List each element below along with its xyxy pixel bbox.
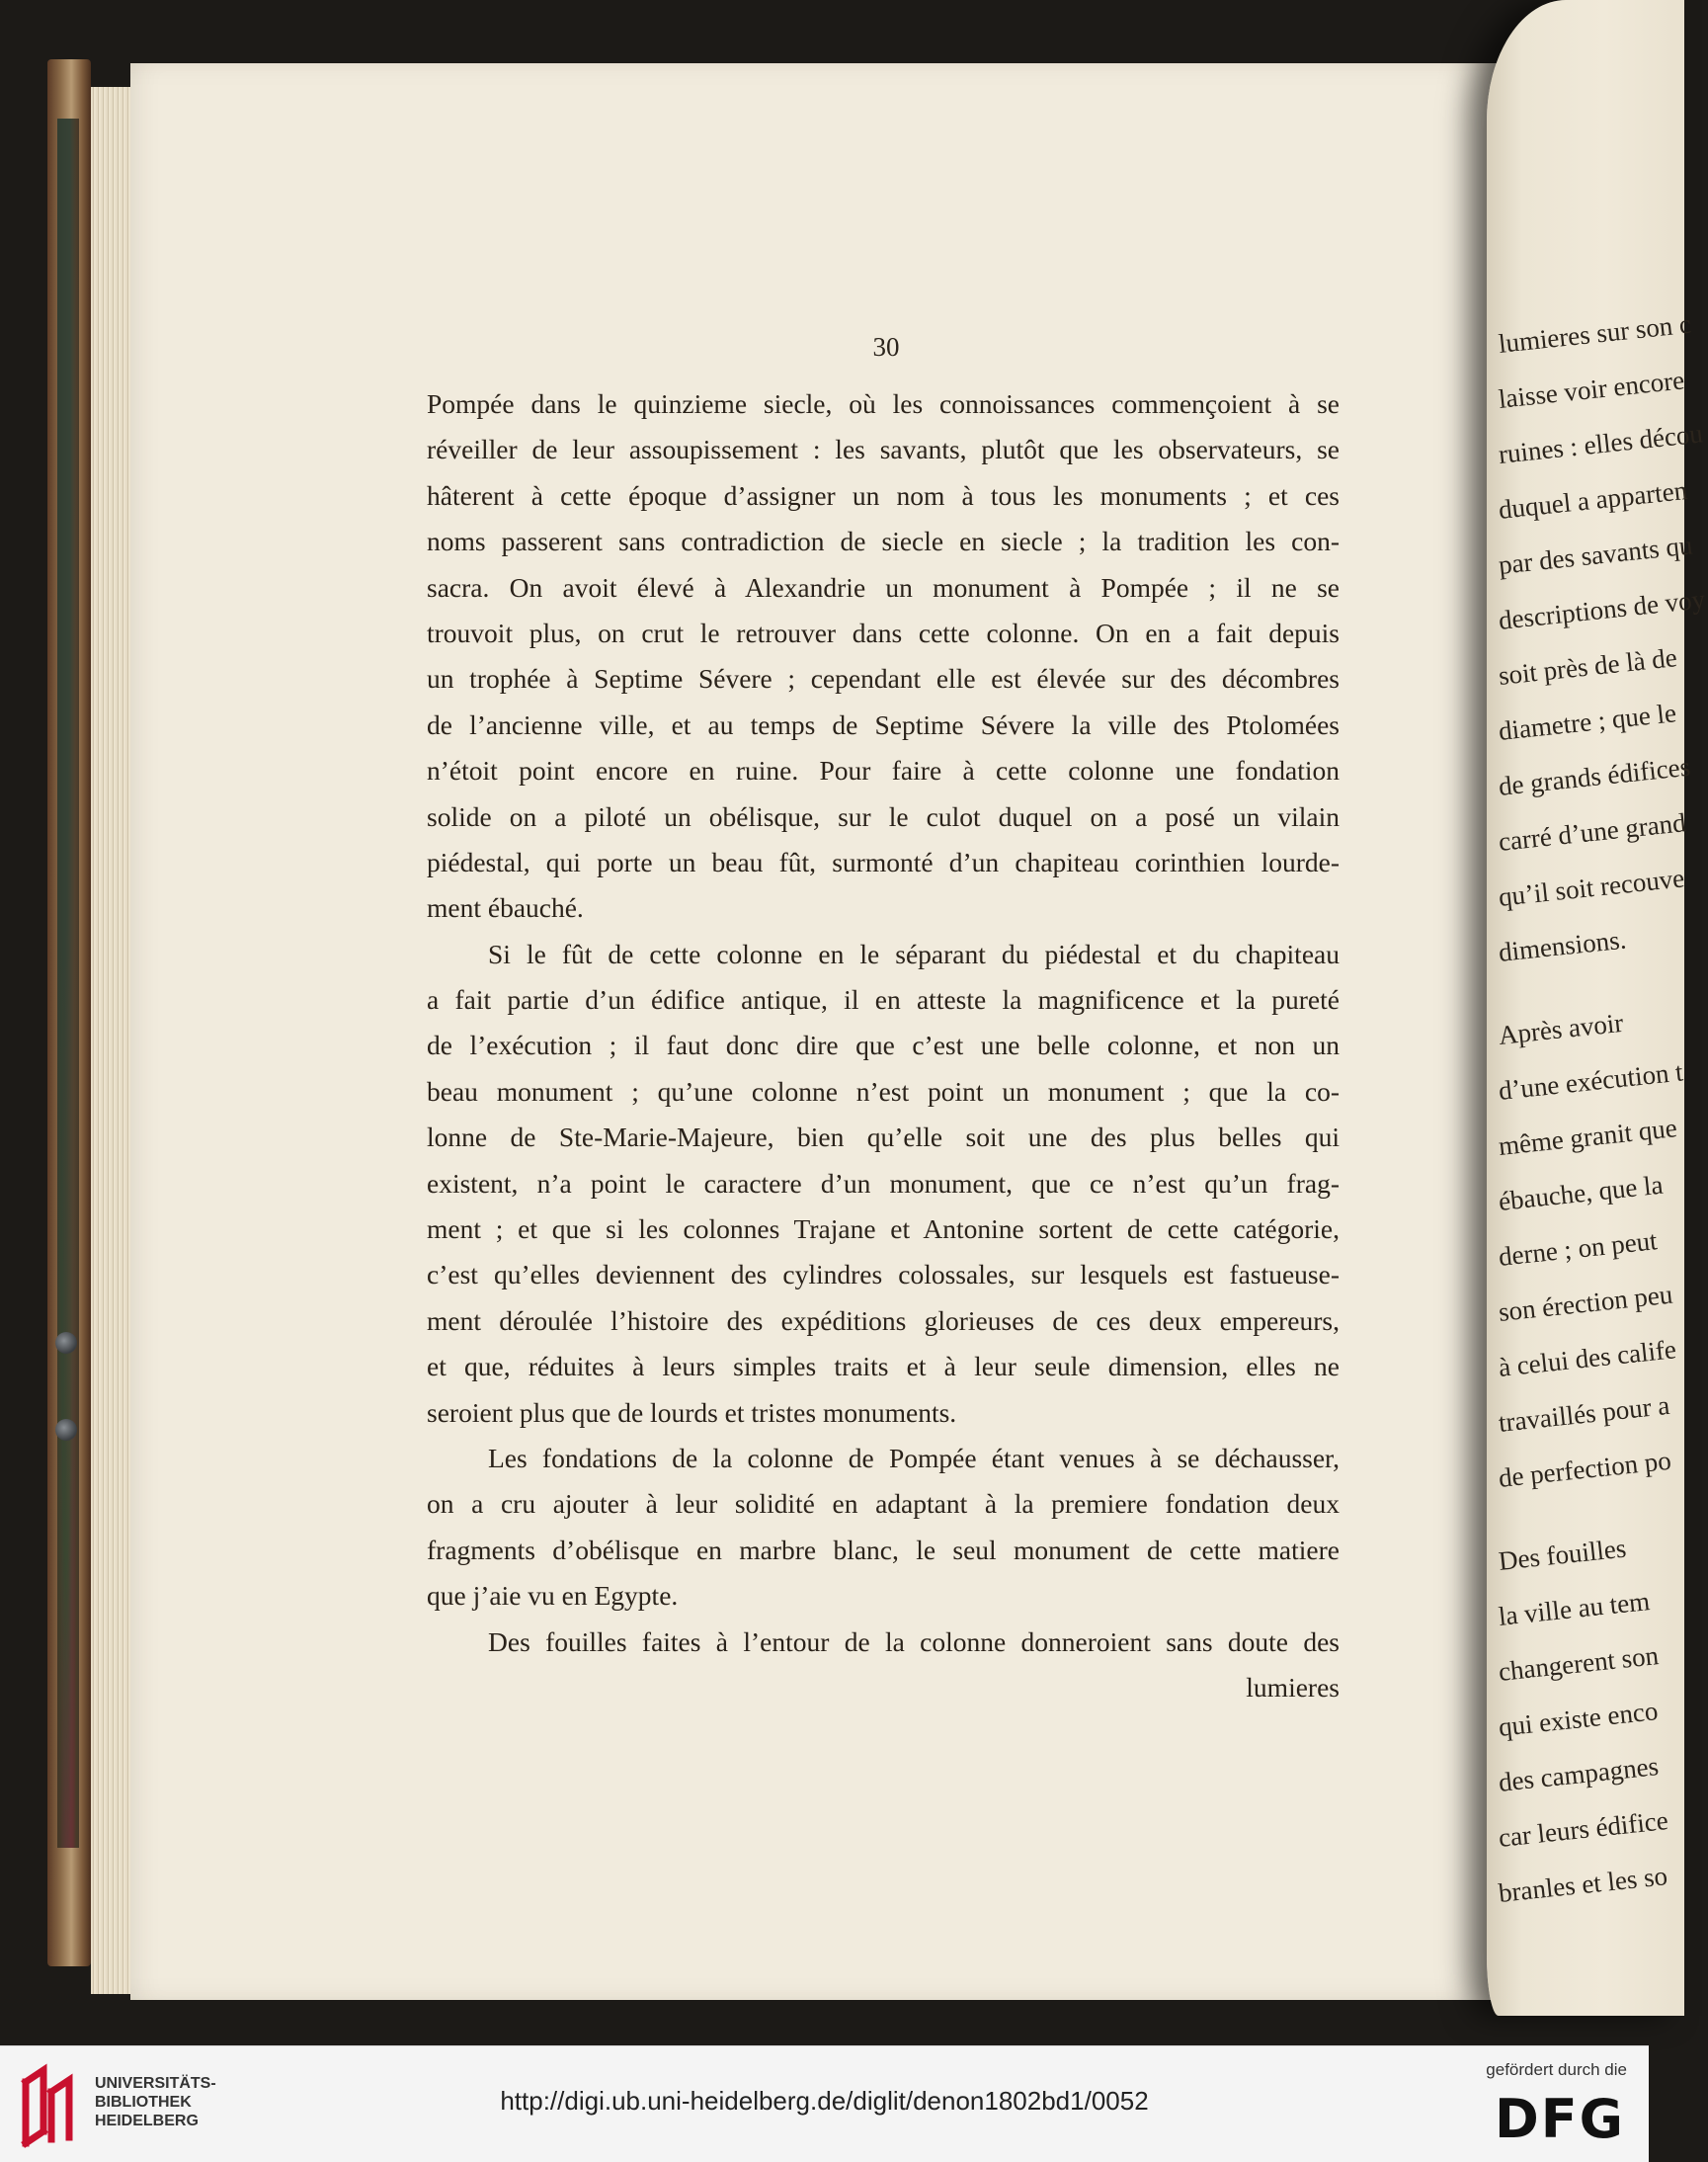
text-line: réveiller de leur assoupissement : les savants, plutôt que les observateurs, se — [427, 434, 1340, 465]
text-line: que j’aie vu en Egypte. — [427, 1580, 679, 1612]
text-line: a fait partie d’un édifice antique, il en atteste la magnificence et la pureté — [427, 984, 1340, 1016]
text-line: solide on a piloté un obélisque, sur le culot duquel on a posé un vilain — [427, 800, 1340, 832]
facing-text-line: ruines : elles décou — [1497, 418, 1705, 469]
facing-text-line: par des savants qu — [1497, 530, 1694, 580]
footer-bar — [0, 2045, 1649, 2162]
text-line: Des fouilles faites à l’entour de la colonne donneroient sans doute des — [488, 1625, 1340, 1657]
facing-page-edge — [1487, 0, 1707, 2016]
dfg-logo: DFG — [1494, 2088, 1625, 2150]
text-line: lumieres — [1246, 1671, 1340, 1703]
text-line: Si le fût de cette colonne en le séparant du piédestal et du chapiteau — [488, 938, 1340, 969]
library-name-line: BIBLIOTHEK — [95, 2094, 192, 2111]
facing-text-line: descriptions de voy — [1497, 584, 1707, 635]
facing-text-line: de perfection po — [1497, 1445, 1673, 1493]
facing-text-line: lumieres sur son c — [1497, 308, 1693, 359]
page-text — [427, 381, 1340, 1710]
facing-text-line: Des fouilles — [1497, 1533, 1628, 1576]
text-line: ment déroulée l’histoire des expéditions glorieuses de ces deux empereurs, — [427, 1304, 1340, 1336]
facing-text-line: des campagnes — [1497, 1751, 1661, 1797]
facing-text-line: qui existe enco — [1497, 1696, 1660, 1742]
text-line: Les fondations de la colonne de Pompée étant venues à se déchausser, — [488, 1442, 1340, 1473]
text-line: seroient plus que de lourds et tristes monuments. — [427, 1396, 957, 1428]
permalink-url[interactable]: http://digi.ub.uni-heidelberg.de/diglit/denon1802bd1/0052 — [500, 2086, 1149, 2116]
binding-clip — [55, 1419, 77, 1441]
facing-text-line: carré d’une grand — [1497, 807, 1687, 857]
facing-text-line: son érection peu — [1497, 1279, 1674, 1327]
page-edges — [91, 87, 132, 1994]
text-line: un trophée à Septime Sévere ; cependant elle est élevée sur des décombres — [427, 663, 1340, 695]
text-line: de l’exécution ; il faut donc dire que c’est une belle colonne, et non un — [427, 1030, 1340, 1061]
library-name-line: UNIVERSITÄTS- — [95, 2075, 216, 2092]
text-line: beau monument ; qu’une colonne n’est point un monument ; que la co- — [427, 1075, 1340, 1107]
text-line: fragments d’obélisque en marbre blanc, le seul monument de cette matiere — [427, 1534, 1340, 1565]
text-line: ment ; et que si les colonnes Trajane et Antonine sortent de cette catégorie, — [427, 1213, 1340, 1245]
facing-text-line: laisse voir encore — [1497, 365, 1686, 414]
text-line: existent, n’a point le caractere d’un monument, que ce n’est qu’un frag- — [427, 1167, 1340, 1199]
facing-page-text — [1497, 308, 1707, 1921]
text-line: trouvoit plus, on crut le retrouver dans cette colonne. On en a fait depuis — [427, 617, 1340, 648]
marbled-endpaper — [57, 119, 79, 1848]
binding-clip — [55, 1332, 77, 1354]
facing-text-line: derne ; on peut — [1497, 1225, 1659, 1272]
library-name-line: HEIDELBERG — [95, 2113, 199, 2129]
text-line: ment ébauché. — [427, 892, 584, 924]
funding-caption: gefördert durch die — [1486, 2060, 1627, 2079]
facing-text-line: ébauche, que la — [1497, 1169, 1665, 1216]
text-line: Pompée dans le quinzieme siecle, où les connoissances commençoient à se — [427, 388, 1340, 419]
facing-text-line: même granit que — [1497, 1113, 1679, 1161]
facing-text-line: Après avoir — [1497, 1007, 1625, 1050]
facing-text-line: diametre ; que le — [1497, 698, 1678, 746]
facing-text-line: de grands édifices — [1497, 751, 1692, 801]
facing-text-line: car leurs édifice — [1497, 1805, 1670, 1853]
facing-text-line: duquel a apparten — [1497, 475, 1689, 525]
text-line: piédestal, qui porte un beau fût, surmonté d’un chapiteau corinthien lourde- — [427, 846, 1340, 877]
facing-text-line: changerent son — [1497, 1640, 1661, 1687]
facing-text-line: dimensions. — [1497, 924, 1628, 967]
text-line: noms passerent sans contradiction de siecle en siecle ; la tradition les con- — [427, 526, 1340, 557]
facing-text-line: branles et les so — [1497, 1861, 1669, 1908]
facing-text-line: soit près de là de — [1497, 642, 1679, 691]
text-line: c’est qu’elles deviennent des cylindres colossales, sur lesquels est fastueuse- — [427, 1259, 1340, 1290]
text-line: n’étoit point encore en ruine. Pour faire à cette colonne une fondation — [427, 755, 1340, 787]
facing-text-line: qu’il soit recouve — [1497, 863, 1686, 912]
page-number: 30 — [872, 332, 900, 362]
facing-text-line: travaillés pour a — [1497, 1389, 1671, 1438]
facing-text-line: à celui des calife — [1497, 1334, 1678, 1382]
facing-text-line: d’une exécution t — [1497, 1056, 1684, 1106]
text-line: on a cru ajouter à leur solidité en adaptant à la premiere fondation deux — [427, 1488, 1340, 1520]
text-line: de l’ancienne ville, et au temps de Septime Sévere la ville des Ptolomées — [427, 708, 1340, 740]
text-line: et que, réduites à leurs simples traits et à leur seule dimension, elles ne — [427, 1351, 1340, 1382]
text-line: lonne de Ste-Marie-Majeure, bien qu’elle soit une des plus belles qui — [427, 1122, 1340, 1153]
text-line: sacra. On avoit élevé à Alexandrie un monument à Pompée ; il ne se — [427, 571, 1340, 603]
facing-text-line: la ville au tem — [1497, 1586, 1652, 1631]
text-line: hâterent à cette époque d’assigner un nom à tous les monuments ; et ces — [427, 479, 1340, 511]
